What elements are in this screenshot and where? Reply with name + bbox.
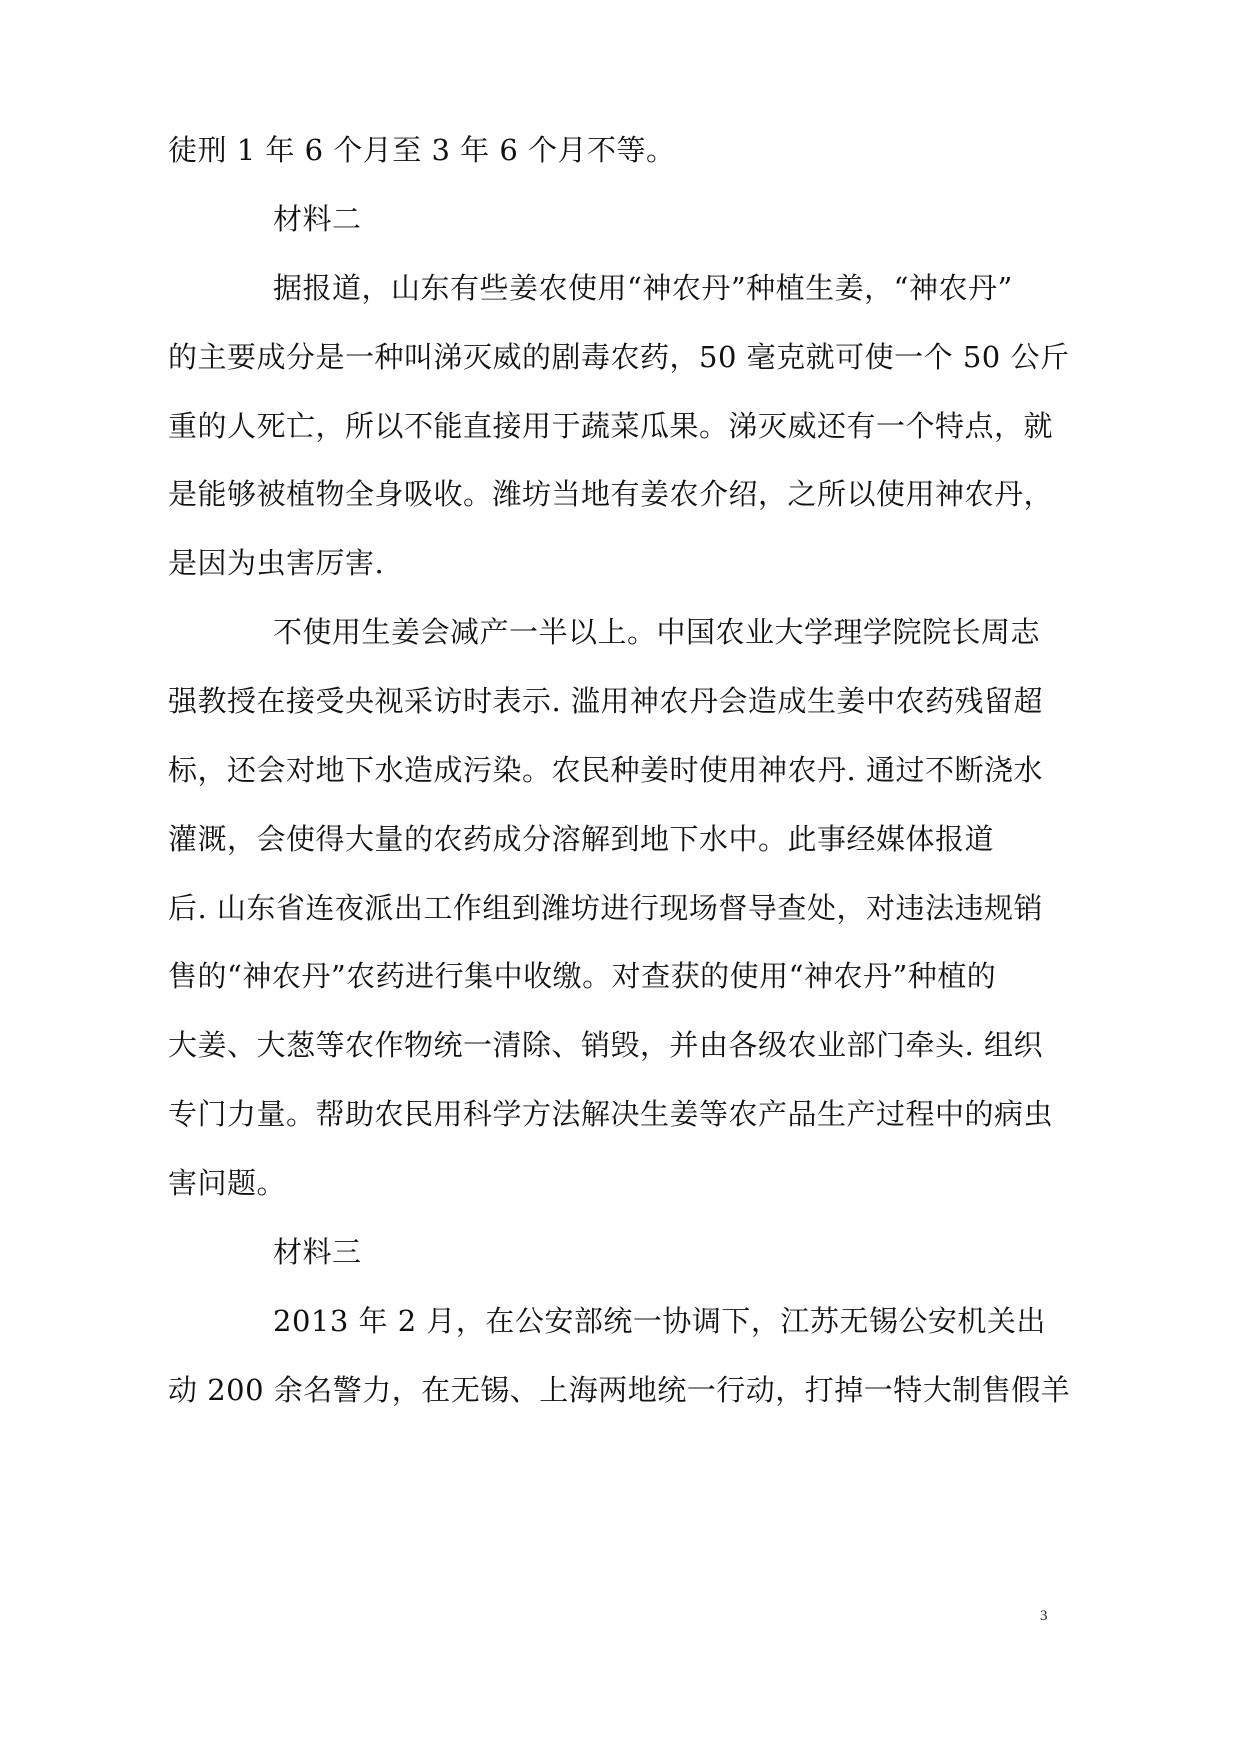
section-heading xyxy=(0,1232,1241,1272)
line-text: 标，还会对地下水造成污染。农民种姜时使用神农丹. 通过不断浇水 xyxy=(168,753,1043,787)
line-text: 售的“神农丹”农药进行集中收缴。对查获的使用“神农丹”种植的 xyxy=(168,959,997,993)
line-text: 2013 年 2 月，在公安部统一协调下，江苏无锡公安机关出 xyxy=(273,1304,1046,1338)
section-heading xyxy=(0,199,1241,239)
line-text: 不使用生姜会减产一半以上。中国农业大学理学院院长周志 xyxy=(273,615,1041,649)
line-text: 是能够被植物全身吸收。潍坊当地有姜农介绍，之所以使用神农丹， xyxy=(168,477,1054,511)
line-text: 灌溉，会使得大量的农药成分溶解到地下水中。此事经媒体报道 xyxy=(168,822,995,856)
line-text: 是因为虫害厉害. xyxy=(168,546,385,580)
line-text: 专门力量。帮助农民用科学方法解决生姜等农产品生产过程中的病虫 xyxy=(168,1097,1054,1131)
text-line xyxy=(0,681,1241,721)
text-line xyxy=(0,268,1241,308)
line-text: 据报道，山东有些姜农使用“神农丹”种植生姜，“神农丹” xyxy=(273,271,1013,305)
line-text: 材料二 xyxy=(273,202,362,236)
page-number: 3 xyxy=(1040,1608,1048,1624)
text-line xyxy=(0,1094,1241,1134)
line-text: 材料三 xyxy=(273,1235,362,1269)
text-line xyxy=(0,406,1241,446)
line-text: 重的人死亡，所以不能直接用于蔬菜瓜果。涕灭威还有一个特点，就 xyxy=(168,409,1054,443)
text-line xyxy=(0,956,1241,996)
line-text: 的主要成分是一种叫涕灭威的剧毒农药，50 毫克就可使一个 50 公斤 xyxy=(168,340,1070,374)
text-line xyxy=(0,819,1241,859)
text-line xyxy=(0,1370,1241,1410)
line-text: 动 200 余名警力，在无锡、上海两地统一行动，打掉一特大制售假羊 xyxy=(168,1373,1071,1407)
text-line xyxy=(0,1301,1241,1341)
text-line xyxy=(0,337,1241,377)
text-line xyxy=(0,1163,1241,1203)
text-line xyxy=(0,130,1241,170)
line-text: 后. 山东省连夜派出工作组到潍坊进行现场督导查处，对违法违规销 xyxy=(168,891,1043,925)
text-line xyxy=(0,1025,1241,1065)
text-line xyxy=(0,888,1241,928)
line-text: 害问题。 xyxy=(168,1166,287,1200)
line-text: 徒刑 1 年 6 个月至 3 年 6 个月不等。 xyxy=(168,133,676,167)
text-line xyxy=(0,750,1241,790)
line-text: 大姜、大葱等农作物统一清除、销毁，并由各级农业部门牵头. 组织 xyxy=(168,1028,1043,1062)
text-line xyxy=(0,474,1241,514)
text-line xyxy=(0,612,1241,652)
text-line xyxy=(0,543,1241,583)
line-text: 强教授在接受央视采访时表示. 滥用神农丹会造成生姜中农药残留超 xyxy=(168,684,1043,718)
